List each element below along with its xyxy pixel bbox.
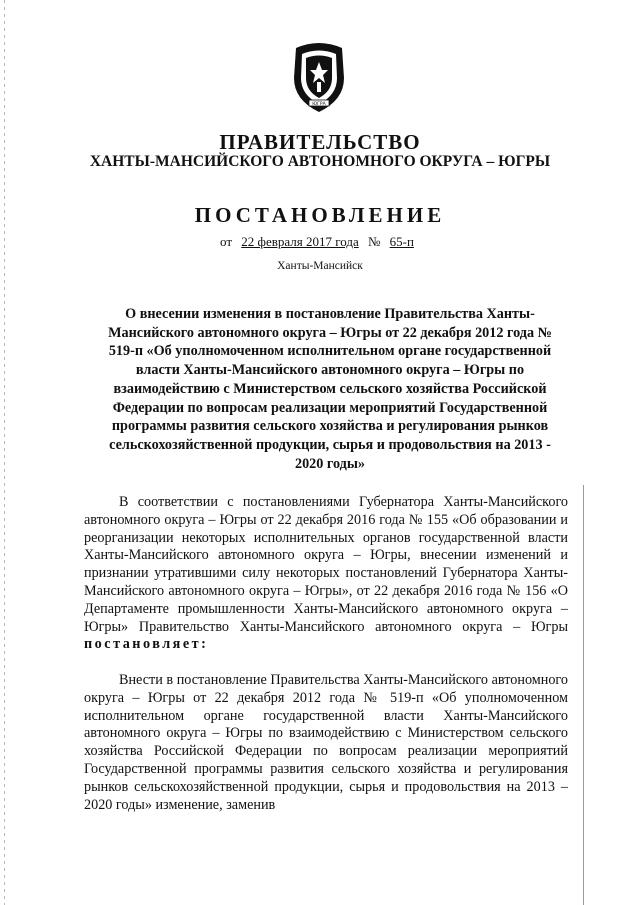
document-number: 65-п — [389, 234, 414, 249]
emblem-label: ЮГРА — [312, 102, 326, 107]
government-title: ПРАВИТЕЛЬСТВО — [219, 130, 421, 154]
number-prefix: № — [368, 234, 381, 249]
region-title: ХАНТЫ-МАНСИЙСКОГО АВТОНОМНОГО ОКРУГА – ЮГРЫ — [89, 153, 551, 170]
paragraph-1-text: В соответствии с постановлениями Губернатора Ханты-Мансийского автономного округа – Югры от 22 декабря 2016 года № 155 «Об образовании и реорганизации некоторых исполнительных органов государственной власти Ханты-Мансийского автономного округа – Югры, внесении изменений и признании утратившими силу некоторых постановлений Губернатора Ханты-Мансийского автономного округа – Югры», от 22 декабря 2016 года № 156 «О Департаменте промышленности Ханты-Мансийского автономного округа – Югры» Правительство Ханты-Мансийского автономного округа – Югры — [84, 494, 568, 635]
resolves-word: постановляет: — [84, 636, 209, 653]
date-line — [0, 234, 640, 250]
scan-margin-line — [583, 485, 584, 905]
city: Ханты-Мансийск — [277, 260, 363, 272]
document-heading: О внесении изменения в постановление Правительства Ханты-Мансийского автономного округа – Югры от 22 декабря 2012 года № 519-п «Об уполномоченном исполнительном органе государственной власти Ханты-Мансийского автономного округа – Югры по взаимодействию с Министерством сельского хозяйства Российской Федерации по вопросам реализации мероприятий Государственной программы развития сельского хозяйства и регулирования рынков сельскохозяйственной продукции, сырья и продовольствия на 2013 - 2020 годы» — [108, 306, 552, 472]
coat-of-arms-icon — [282, 40, 356, 114]
body-paragraph-2: Внести в постановление Правительства Ханты-Мансийского автономного округа – Югры от 22 декабря 2012 года № 519-п «Об уполномоченном исполнительном органе государственной власти Ханты-Мансийского автономного округа – Югры по взаимодействию с Министерством сельского хозяйства Российской Федерации по вопросам реализации мероприятий Государственной программы развития сельского хозяйства и регулирования рынков сельскохозяйственной продукции, сырья и продовольствия на 2013 – 2020 годы» изменение, заменив — [84, 672, 568, 813]
document-type: ПОСТАНОВЛЕНИЕ — [194, 203, 446, 227]
document-date: 22 февраля 2017 года — [241, 234, 359, 249]
date-prefix: от — [220, 234, 233, 249]
body-paragraph-1 — [84, 494, 568, 654]
